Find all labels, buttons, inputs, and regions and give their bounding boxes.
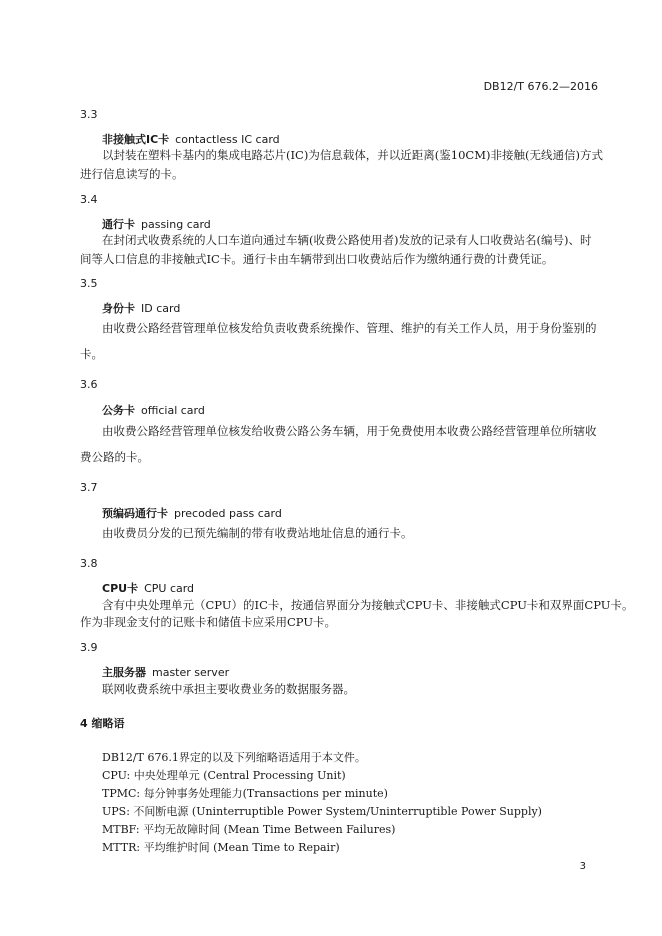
definition-line: 卡。 bbox=[80, 347, 103, 361]
definition-line: 费公路的卡。 bbox=[80, 450, 149, 464]
definition-line: 含有中央处理单元（CPU）的IC卡，按通信界面分为接触式CPU卡、非接触式CPU卡和双界面CPU卡。 bbox=[102, 598, 634, 612]
term-heading bbox=[102, 505, 282, 521]
term-zh: 预编码通行卡 bbox=[102, 507, 168, 520]
definition-line: 间等人口信息的非接触式IC卡。通行卡由车辆带到出口收费站后作为缴纳通行费的计费凭证。 bbox=[80, 252, 554, 266]
term-en: CPU card bbox=[144, 582, 195, 595]
definition-line: 以封装在塑料卡基内的集成电路芯片(IC)为信息载体，并以近距离(鉴10CM)非接触(无线通信)方式 bbox=[102, 148, 603, 162]
page-number: 3 bbox=[579, 861, 586, 872]
term-zh: 非接触式IC卡 bbox=[102, 133, 170, 146]
term-heading bbox=[102, 580, 194, 596]
abbreviation-line: MTTR: 平均维护时间 (Mean Time to Repair) bbox=[102, 841, 340, 854]
term-heading bbox=[102, 300, 180, 316]
abbreviation-line: TPMC: 每分钟事务处理能力(Transactions per minute) bbox=[102, 787, 388, 800]
term-zh: 主服务器 bbox=[102, 666, 146, 679]
clause-number: 3.9 bbox=[80, 641, 98, 654]
clause-number: 3.3 bbox=[80, 108, 98, 121]
definition-line: 由收费公路经营管理单位核发给负责收费系统操作、管理、维护的有关工作人员，用于身份鉴别的 bbox=[102, 321, 597, 335]
term-en: contactless IC card bbox=[175, 133, 280, 146]
term-heading bbox=[102, 402, 205, 418]
term-en: passing card bbox=[141, 218, 211, 231]
definition-line: 由收费员分发的已预先编制的带有收费站地址信息的通行卡。 bbox=[102, 526, 413, 540]
term-heading bbox=[102, 664, 229, 680]
term-en: master server bbox=[152, 666, 230, 679]
term-en: precoded pass card bbox=[174, 507, 282, 520]
term-zh: 身份卡 bbox=[102, 302, 135, 315]
abbreviation-line: UPS: 不间断电源 (Uninterruptible Power System/Uninterruptible Power Supply) bbox=[102, 805, 542, 818]
definition-line: 作为非现金支付的记账卡和储值卡应采用CPU卡。 bbox=[80, 615, 337, 629]
clause-number: 3.5 bbox=[80, 277, 98, 290]
abbreviation-line: MTBF: 平均无故障时间 (Mean Time Between Failures) bbox=[102, 823, 396, 836]
clause-number: 3.7 bbox=[80, 481, 98, 494]
term-zh: 通行卡 bbox=[102, 218, 135, 231]
definition-line: 联网收费系统中承担主要收费业务的数据服务器。 bbox=[102, 682, 355, 696]
definition-line: 由收费公路经营管理单位核发给收费公路公务车辆，用于免费使用本收费公路经营管理单位所辖收 bbox=[102, 424, 597, 438]
clause-number: 3.6 bbox=[80, 378, 98, 391]
term-heading bbox=[102, 216, 211, 232]
definition-line: 进行信息读写的卡。 bbox=[80, 167, 184, 181]
section-heading: 4 缩略语 bbox=[80, 717, 125, 730]
document-code-header: DB12/T 676.2—2016 bbox=[483, 80, 598, 93]
clause-number: 3.4 bbox=[80, 193, 98, 206]
abbreviation-line: CPU: 中央处理单元 (Central Processing Unit) bbox=[102, 769, 346, 782]
term-zh: 公务卡 bbox=[102, 404, 135, 417]
term-en: official card bbox=[141, 404, 205, 417]
term-zh: CPU卡 bbox=[102, 582, 139, 595]
abbreviation-intro: DB12/T 676.1界定的以及下列缩略语适用于本文件。 bbox=[102, 751, 366, 764]
clause-number: 3.8 bbox=[80, 557, 98, 570]
term-heading bbox=[102, 131, 280, 147]
term-en: ID card bbox=[141, 302, 181, 315]
definition-line: 在封闭式收费系统的人口车道向通过车辆(收费公路使用者)发放的记录有人口收费站名(编号)、时 bbox=[102, 233, 592, 247]
